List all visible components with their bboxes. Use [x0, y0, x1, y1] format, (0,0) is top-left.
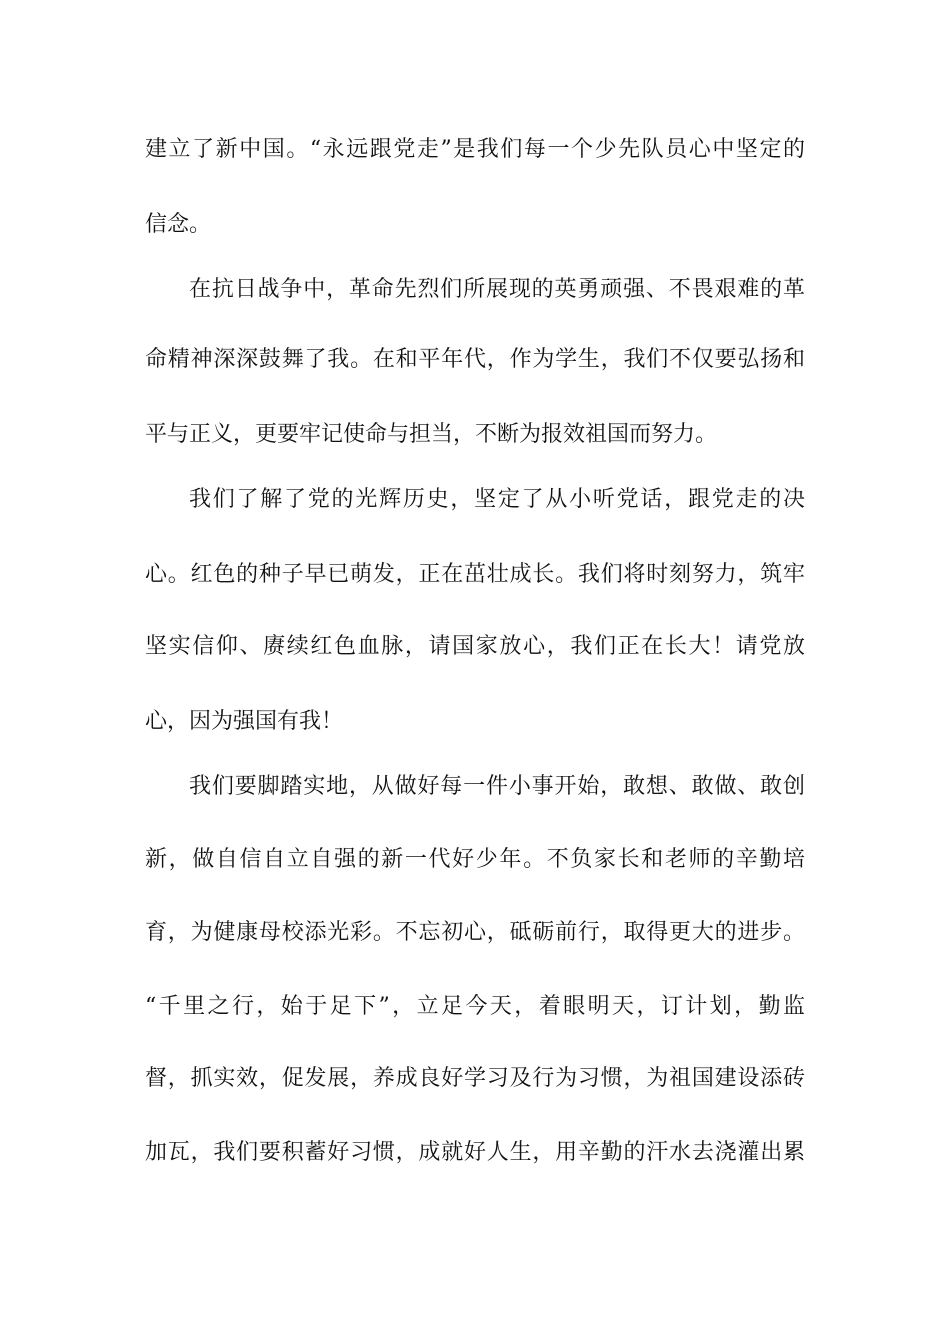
text-line: 新，做自信自立自强的新一代好少年。不负家长和老师的辛勤培 — [145, 847, 805, 872]
text-line: 信念。 — [145, 212, 212, 237]
text-line: 心。红色的种子早已萌发，正在茁壮成长。我们将时刻努力，筑牢 — [145, 562, 805, 587]
text-line: 坚实信仰、赓续红色血脉，请国家放心，我们正在长大！请党放 — [145, 634, 805, 659]
paragraph-first-line: 在抗日战争中，革命先烈们所展现的英勇顽强、不畏艰难的革 — [189, 277, 805, 302]
text-line: 育，为健康母校添光彩。不忘初心，砥砺前行，取得更大的进步。 — [145, 920, 805, 945]
text-line: 心，因为强国有我！ — [145, 709, 344, 734]
text-line: 建立了新中国。“永远跟党走”是我们每一个少先队员心中坚定的 — [145, 137, 805, 162]
text-line: 命精神深深鼓舞了我。在和平年代，作为学生，我们不仅要弘扬和 — [145, 347, 805, 372]
text-line: 督，抓实效，促发展，养成良好学习及行为习惯，为祖国建设添砖 — [145, 1066, 805, 1091]
text-line: “千里之行，始于足下”，立足今天，着眼明天，订计划，勤监 — [145, 994, 805, 1019]
paragraph-first-line: 我们要脚踏实地，从做好每一件小事开始，敢想、敢做、敢创 — [189, 774, 805, 799]
text-line: 加瓦，我们要积蓄好习惯，成就好人生，用辛勤的汗水去浇灌出累 — [145, 1140, 805, 1165]
paragraph-first-line: 我们了解了党的光辉历史，坚定了从小听党话，跟党走的决 — [189, 487, 805, 512]
text-line: 平与正义，更要牢记使命与担当，不断为报效祖国而努力。 — [145, 422, 718, 447]
